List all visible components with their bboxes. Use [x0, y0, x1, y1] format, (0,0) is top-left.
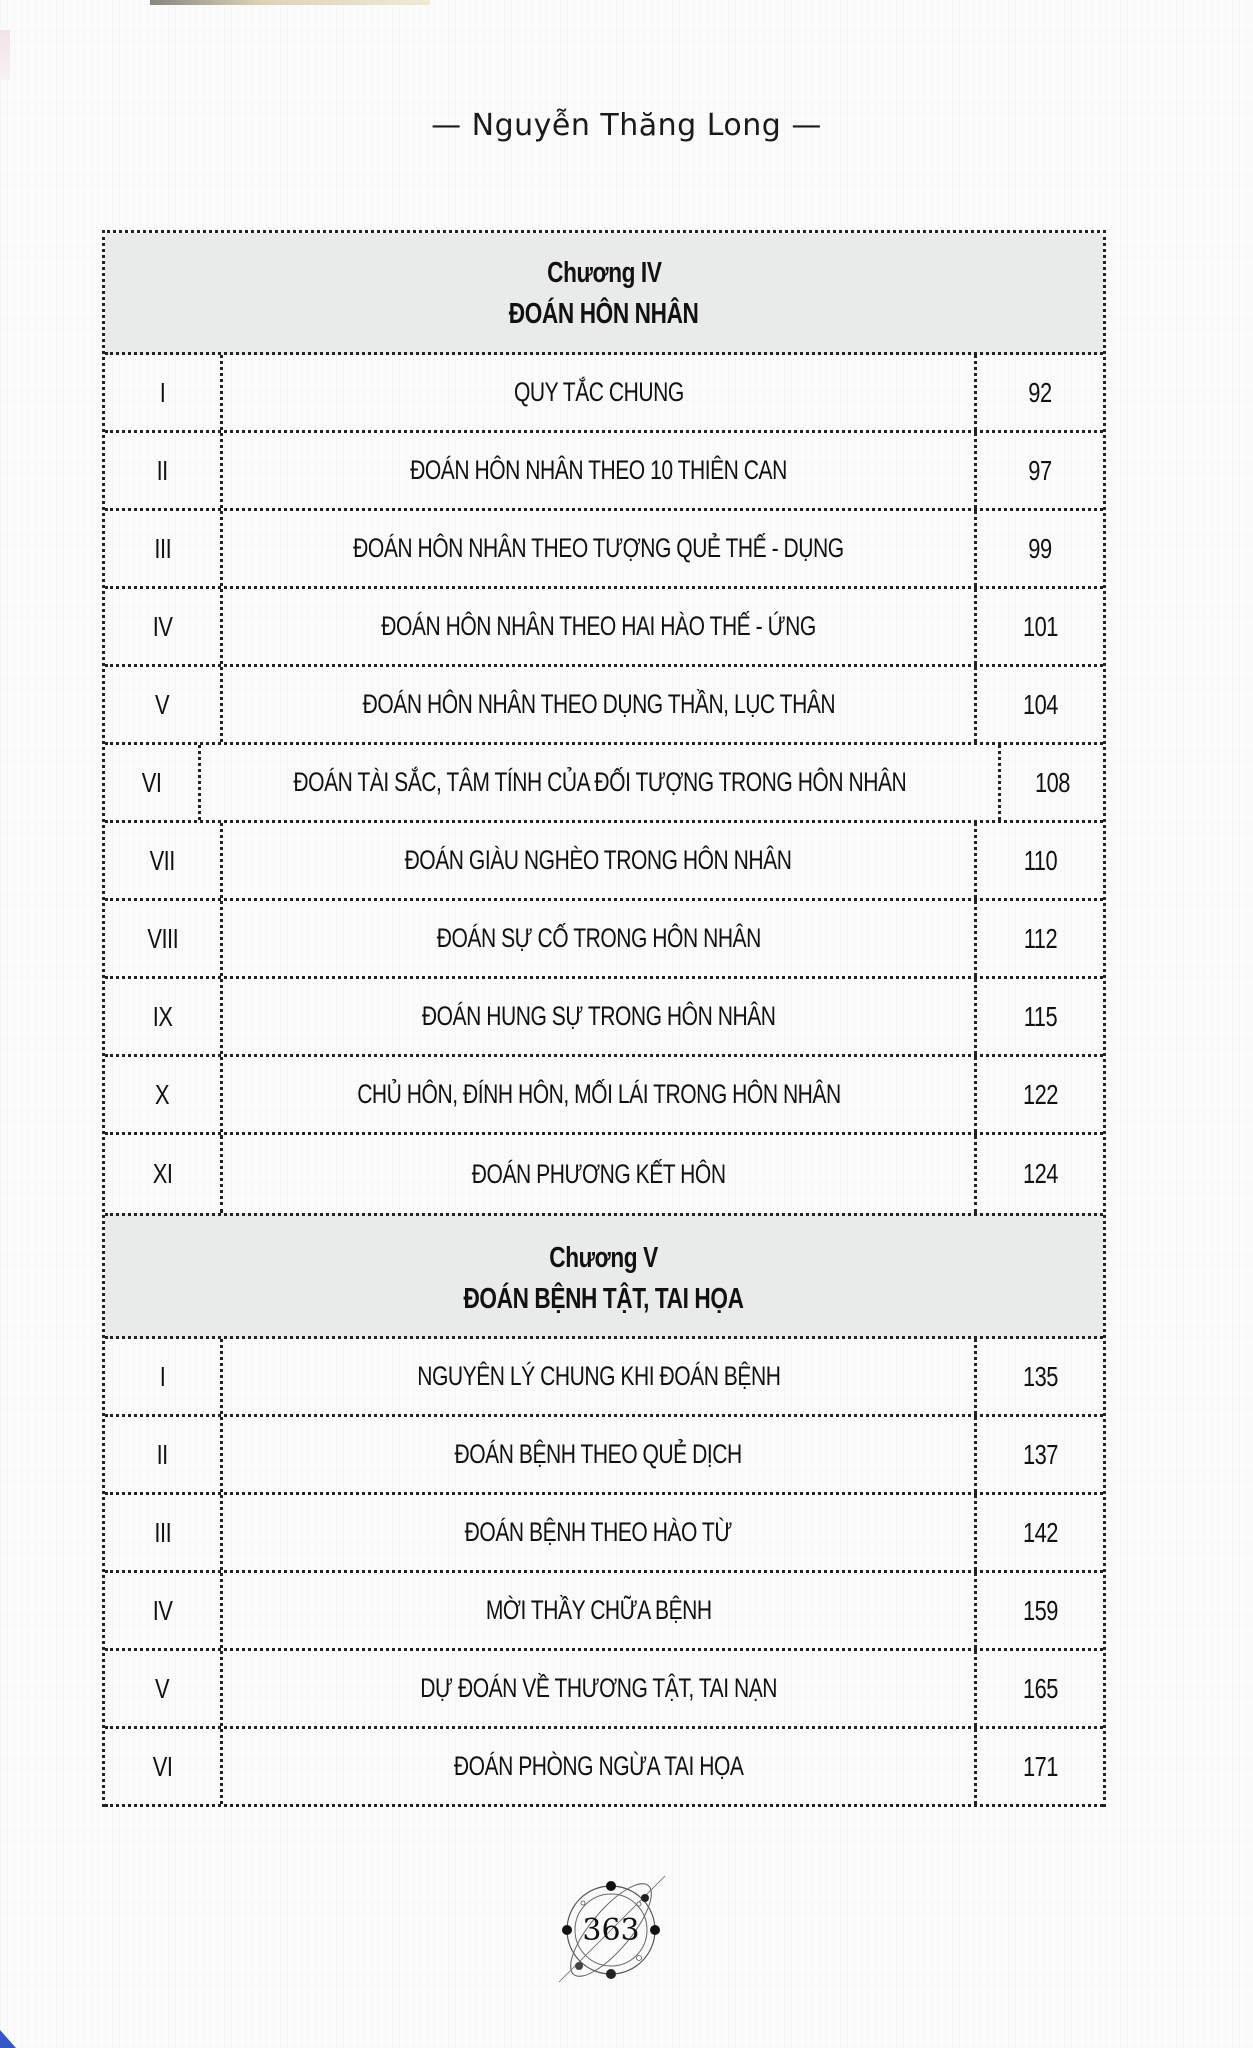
entry-page: 159	[1022, 1594, 1058, 1626]
toc-row[interactable]	[105, 433, 1103, 511]
entry-title: ĐOÁN HÔN NHÂN THEO DỤNG THẦN, LỤC THÂN	[362, 689, 835, 719]
entry-page: 108	[1034, 766, 1070, 798]
entry-number: III	[154, 1516, 171, 1548]
entry-page: 101	[1022, 610, 1058, 642]
entry-title: ĐOÁN HUNG SỰ TRONG HÔN NHÂN	[421, 1001, 776, 1031]
entry-title: ĐOÁN TÀI SẮC, TÂM TÍNH CỦA ĐỐI TƯỢNG TRONG HÔN NHÂN	[293, 767, 906, 797]
entry-number: II	[156, 1438, 169, 1470]
toc-row[interactable]	[105, 1135, 1103, 1213]
toc-row[interactable]	[105, 979, 1103, 1057]
entry-number: V	[155, 1672, 170, 1704]
chapter-header-iv	[105, 233, 1103, 355]
toc-row[interactable]	[105, 589, 1103, 667]
toc-row[interactable]	[105, 823, 1103, 901]
entry-title: ĐOÁN BỆNH THEO QUẺ DỊCH	[454, 1439, 743, 1469]
entry-number: VI	[141, 766, 162, 798]
toc-row[interactable]	[105, 355, 1103, 433]
entry-title: CHỦ HÔN, ĐÍNH HÔN, MỐI LÁI TRONG HÔN NHÂN	[356, 1079, 841, 1109]
entry-title: NGUYÊN LÝ CHUNG KHI ĐOÁN BỆNH	[416, 1361, 781, 1391]
toc-row[interactable]	[105, 901, 1103, 979]
entry-page: 104	[1022, 688, 1058, 720]
toc-row[interactable]	[105, 1729, 1103, 1807]
chapter-label: Chương V	[549, 1242, 659, 1274]
entry-number: VI	[152, 1750, 173, 1782]
entry-number: X	[155, 1078, 170, 1110]
entry-title: ĐOÁN SỰ CỐ TRONG HÔN NHÂN	[436, 923, 761, 953]
page-number: 363	[582, 1912, 640, 1948]
chapter-title: ĐOÁN HÔN NHÂN	[509, 298, 699, 330]
toc-row[interactable]	[105, 1417, 1103, 1495]
toc-row[interactable]	[105, 1495, 1103, 1573]
entry-title: DỰ ĐOÁN VỀ THƯƠNG TẬT, TAI NẠN	[420, 1673, 777, 1703]
entry-title: ĐOÁN GIÀU NGHÈO TRONG HÔN NHÂN	[405, 845, 792, 875]
entry-page: 110	[1023, 844, 1057, 876]
chapter-label: Chương IV	[546, 257, 662, 289]
entry-number: V	[155, 688, 170, 720]
entry-page: 112	[1023, 922, 1057, 954]
toc-row[interactable]	[105, 1573, 1103, 1651]
entry-number: IX	[152, 1000, 173, 1032]
toc-row[interactable]	[105, 1057, 1103, 1135]
running-header: — Nguyễn Thăng Long —	[431, 108, 822, 143]
toc-row[interactable]	[105, 745, 1103, 823]
entry-number: I	[159, 1360, 166, 1392]
entry-number: VII	[149, 844, 176, 876]
entry-title: ĐOÁN PHÒNG NGỪA TAI HỌA	[453, 1751, 744, 1781]
entry-title: ĐOÁN HÔN NHÂN THEO TƯỢNG QUẺ THẾ - DỤNG	[353, 533, 844, 563]
chapter-header-v	[105, 1213, 1103, 1339]
entry-number: II	[156, 454, 169, 486]
entry-number: IV	[152, 610, 173, 642]
entry-page: 99	[1028, 532, 1052, 564]
entry-page: 135	[1022, 1360, 1058, 1392]
entry-page: 124	[1022, 1158, 1058, 1189]
entry-number: VIII	[147, 922, 178, 954]
page-edge-strip	[150, 0, 430, 5]
toc-row[interactable]	[105, 511, 1103, 589]
entry-page: 122	[1022, 1078, 1058, 1110]
entry-page: 142	[1022, 1516, 1058, 1548]
toc-row[interactable]	[105, 1339, 1103, 1417]
entry-title: ĐOÁN HÔN NHÂN THEO HAI HÀO THẾ - ỨNG	[381, 611, 816, 641]
entry-page: 171	[1022, 1750, 1058, 1782]
entry-title: ĐOÁN PHƯƠNG KẾT HÔN	[471, 1158, 726, 1189]
entry-page: 92	[1028, 376, 1052, 408]
entry-page: 115	[1023, 1000, 1057, 1032]
entry-number: IV	[152, 1594, 173, 1626]
page-number-badge	[551, 1870, 671, 1990]
table-of-contents	[102, 230, 1106, 1807]
entry-title: ĐOÁN BỆNH THEO HÀO TỪ	[464, 1517, 733, 1547]
entry-title: MỜI THẦY CHỮA BỆNH	[485, 1595, 712, 1625]
entry-title: QUY TẮC CHUNG	[513, 377, 684, 407]
entry-number: III	[154, 532, 171, 564]
entry-page: 97	[1028, 454, 1052, 486]
entry-page: 137	[1022, 1438, 1058, 1470]
chapter-title: ĐOÁN BỆNH TẬT, TAI HỌA	[463, 1283, 745, 1315]
page-edge-left	[0, 30, 10, 80]
entry-page: 165	[1022, 1672, 1058, 1704]
toc-row[interactable]	[105, 667, 1103, 745]
entry-number: XI	[152, 1158, 173, 1189]
entry-number: I	[159, 376, 166, 408]
toc-row[interactable]	[105, 1651, 1103, 1729]
corner-artifact	[0, 2030, 16, 2048]
entry-title: ĐOÁN HÔN NHÂN THEO 10 THIÊN CAN	[410, 455, 787, 485]
